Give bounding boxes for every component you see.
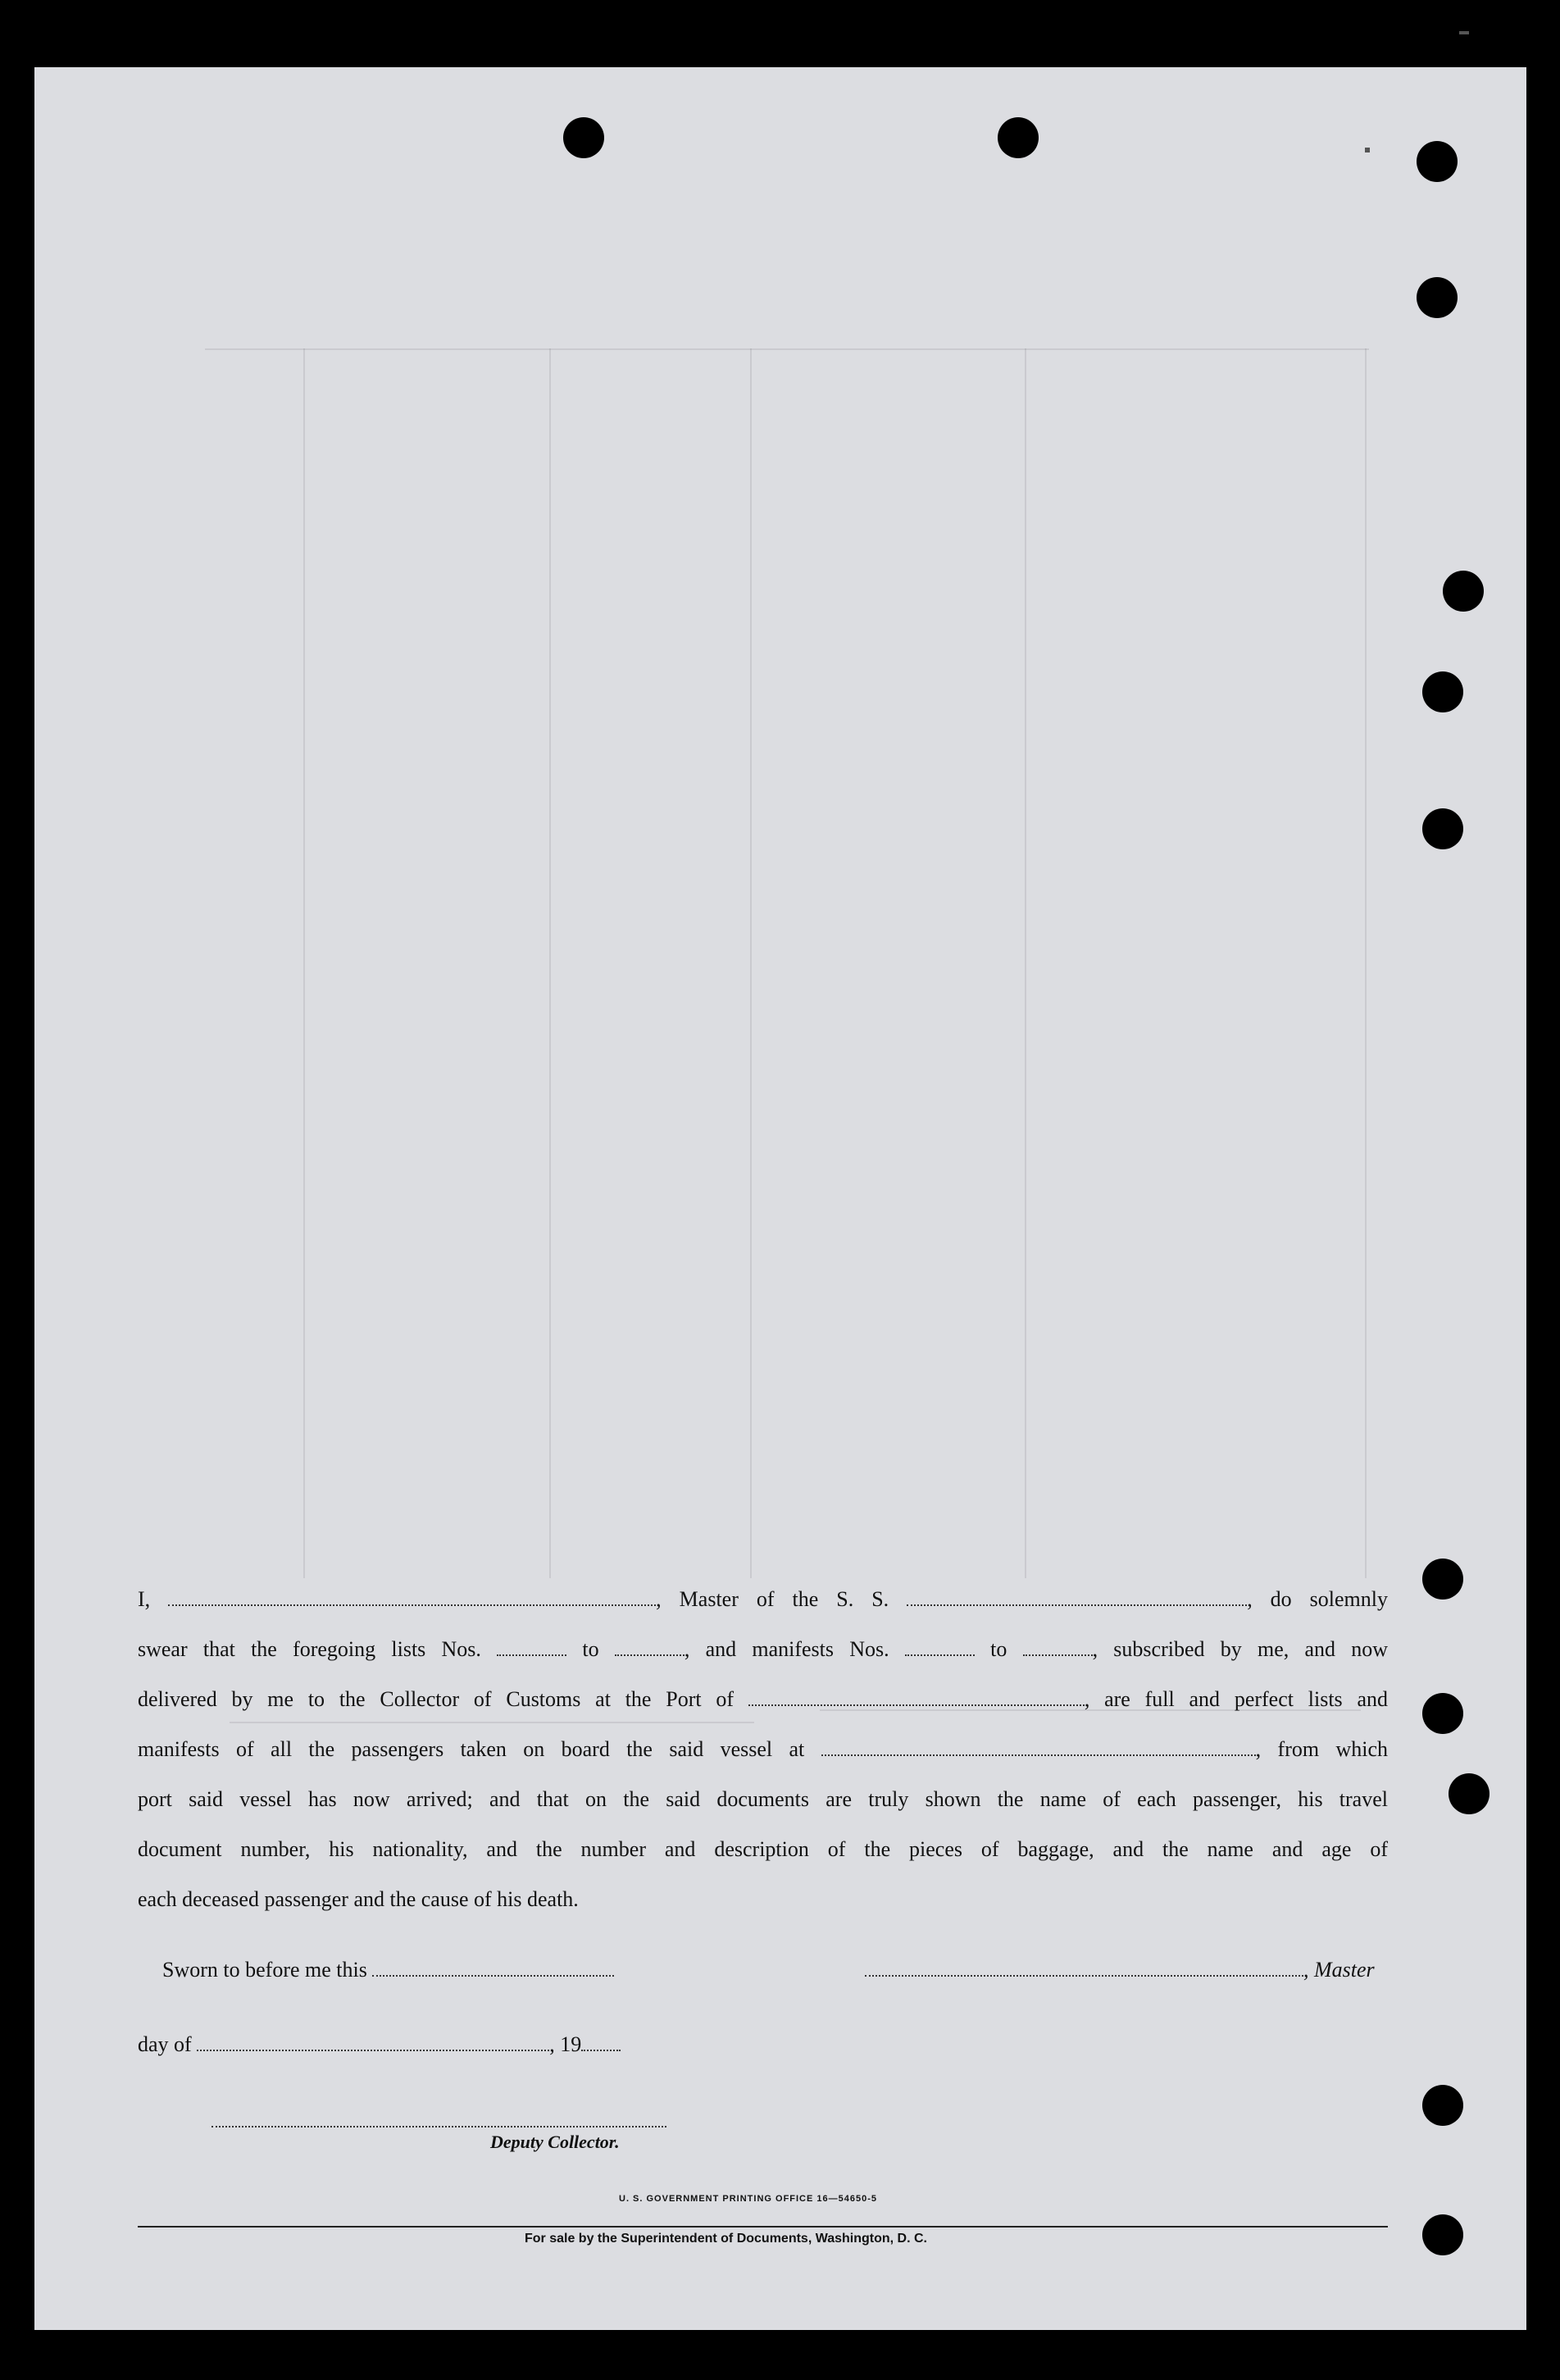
master-signature-line — [865, 1958, 1375, 1982]
oath-line: each deceased passenger and the cause of his death. — [138, 1887, 579, 1911]
punch-hole — [1422, 1559, 1463, 1600]
blank-list-to — [615, 1638, 684, 1656]
sale-notice: For sale by the Superintendent of Documents, Washington, D. C. — [525, 2232, 927, 2246]
blank-port-of — [748, 1688, 1085, 1706]
blank-sworn-date — [372, 1959, 614, 1977]
oath-text: manifests of all the passengers taken on board the said vessel at — [138, 1737, 805, 1761]
oath-line — [138, 1724, 1388, 1774]
blank-day-of — [197, 2033, 549, 2051]
blank-manifest-from — [905, 1638, 975, 1656]
bleed-through-rule — [205, 348, 1369, 350]
punch-hole — [1422, 808, 1463, 849]
oath-text: swear that the foregoing lists Nos. — [138, 1637, 481, 1661]
deputy-signature-line — [211, 2126, 666, 2127]
oath-line — [138, 1624, 1388, 1674]
oath-text: , do solemnly — [1247, 1587, 1389, 1611]
punch-hole — [1422, 2214, 1463, 2255]
oath-text: , are full and perfect lists and — [1084, 1687, 1388, 1711]
bleed-through-rule — [750, 348, 752, 1578]
oath-paragraph — [138, 1574, 1388, 1924]
oath-text: delivered by me to the Collector of Customs at the Port of — [138, 1687, 735, 1711]
oath-text: , subscribed by me, and now — [1092, 1637, 1389, 1661]
day-of-line — [138, 2032, 621, 2057]
punch-hole — [1422, 671, 1463, 712]
oath-text: , from which — [1255, 1737, 1389, 1761]
blank-vessel-at — [821, 1738, 1256, 1756]
oath-text: to — [582, 1637, 599, 1661]
blank-manifest-to — [1023, 1638, 1093, 1656]
oath-line — [138, 1674, 1388, 1724]
oath-line: port said vessel has now arrived; and that on the said documents are truly shown the name of each passenger, his travel — [138, 1787, 1388, 1811]
punch-hole — [998, 117, 1039, 158]
oath-text: , and manifests Nos. — [684, 1637, 889, 1661]
bleed-through-rule — [1365, 348, 1367, 1578]
oath-text: to — [990, 1637, 1007, 1661]
bleed-through-heading — [164, 98, 656, 131]
master-label: , Master — [1303, 1958, 1375, 1982]
punch-hole — [1417, 141, 1458, 182]
bleed-through-rule — [1025, 348, 1026, 1578]
blank-master-name — [168, 1588, 656, 1606]
footer-rule — [138, 2226, 1388, 2228]
bleed-through-rule — [303, 348, 305, 1578]
oath-text: I, — [138, 1587, 151, 1611]
punch-hole — [1422, 1693, 1463, 1734]
blank-list-from — [497, 1638, 566, 1656]
document-page — [34, 67, 1526, 2330]
punch-hole — [1422, 2085, 1463, 2126]
year-label: , 19 — [549, 2032, 582, 2056]
scan-mark — [1365, 148, 1370, 152]
punch-hole — [1417, 277, 1458, 318]
blank-master-signature — [865, 1959, 1303, 1977]
oath-line: document number, his nationality, and the number and description of the pieces of baggage, and the name and age of — [138, 1837, 1388, 1861]
oath-line — [138, 1574, 1388, 1624]
sworn-label: Sworn to before me this — [162, 1958, 367, 1982]
blank-year — [581, 2033, 621, 2051]
blank-vessel-name — [907, 1588, 1247, 1606]
deputy-collector-label: Deputy Collector. — [490, 2132, 620, 2152]
punch-hole — [1443, 571, 1484, 612]
bleed-through-rule — [549, 348, 551, 1578]
oath-text: , Master of the S. S. — [656, 1587, 889, 1611]
punch-hole — [1449, 1773, 1490, 1814]
sworn-line — [162, 1958, 614, 1982]
printing-office-imprint: U. S. GOVERNMENT PRINTING OFFICE 16—54650-5 — [619, 2194, 878, 2204]
scan-mark — [1459, 31, 1469, 34]
day-of-label: day of — [138, 2032, 192, 2056]
